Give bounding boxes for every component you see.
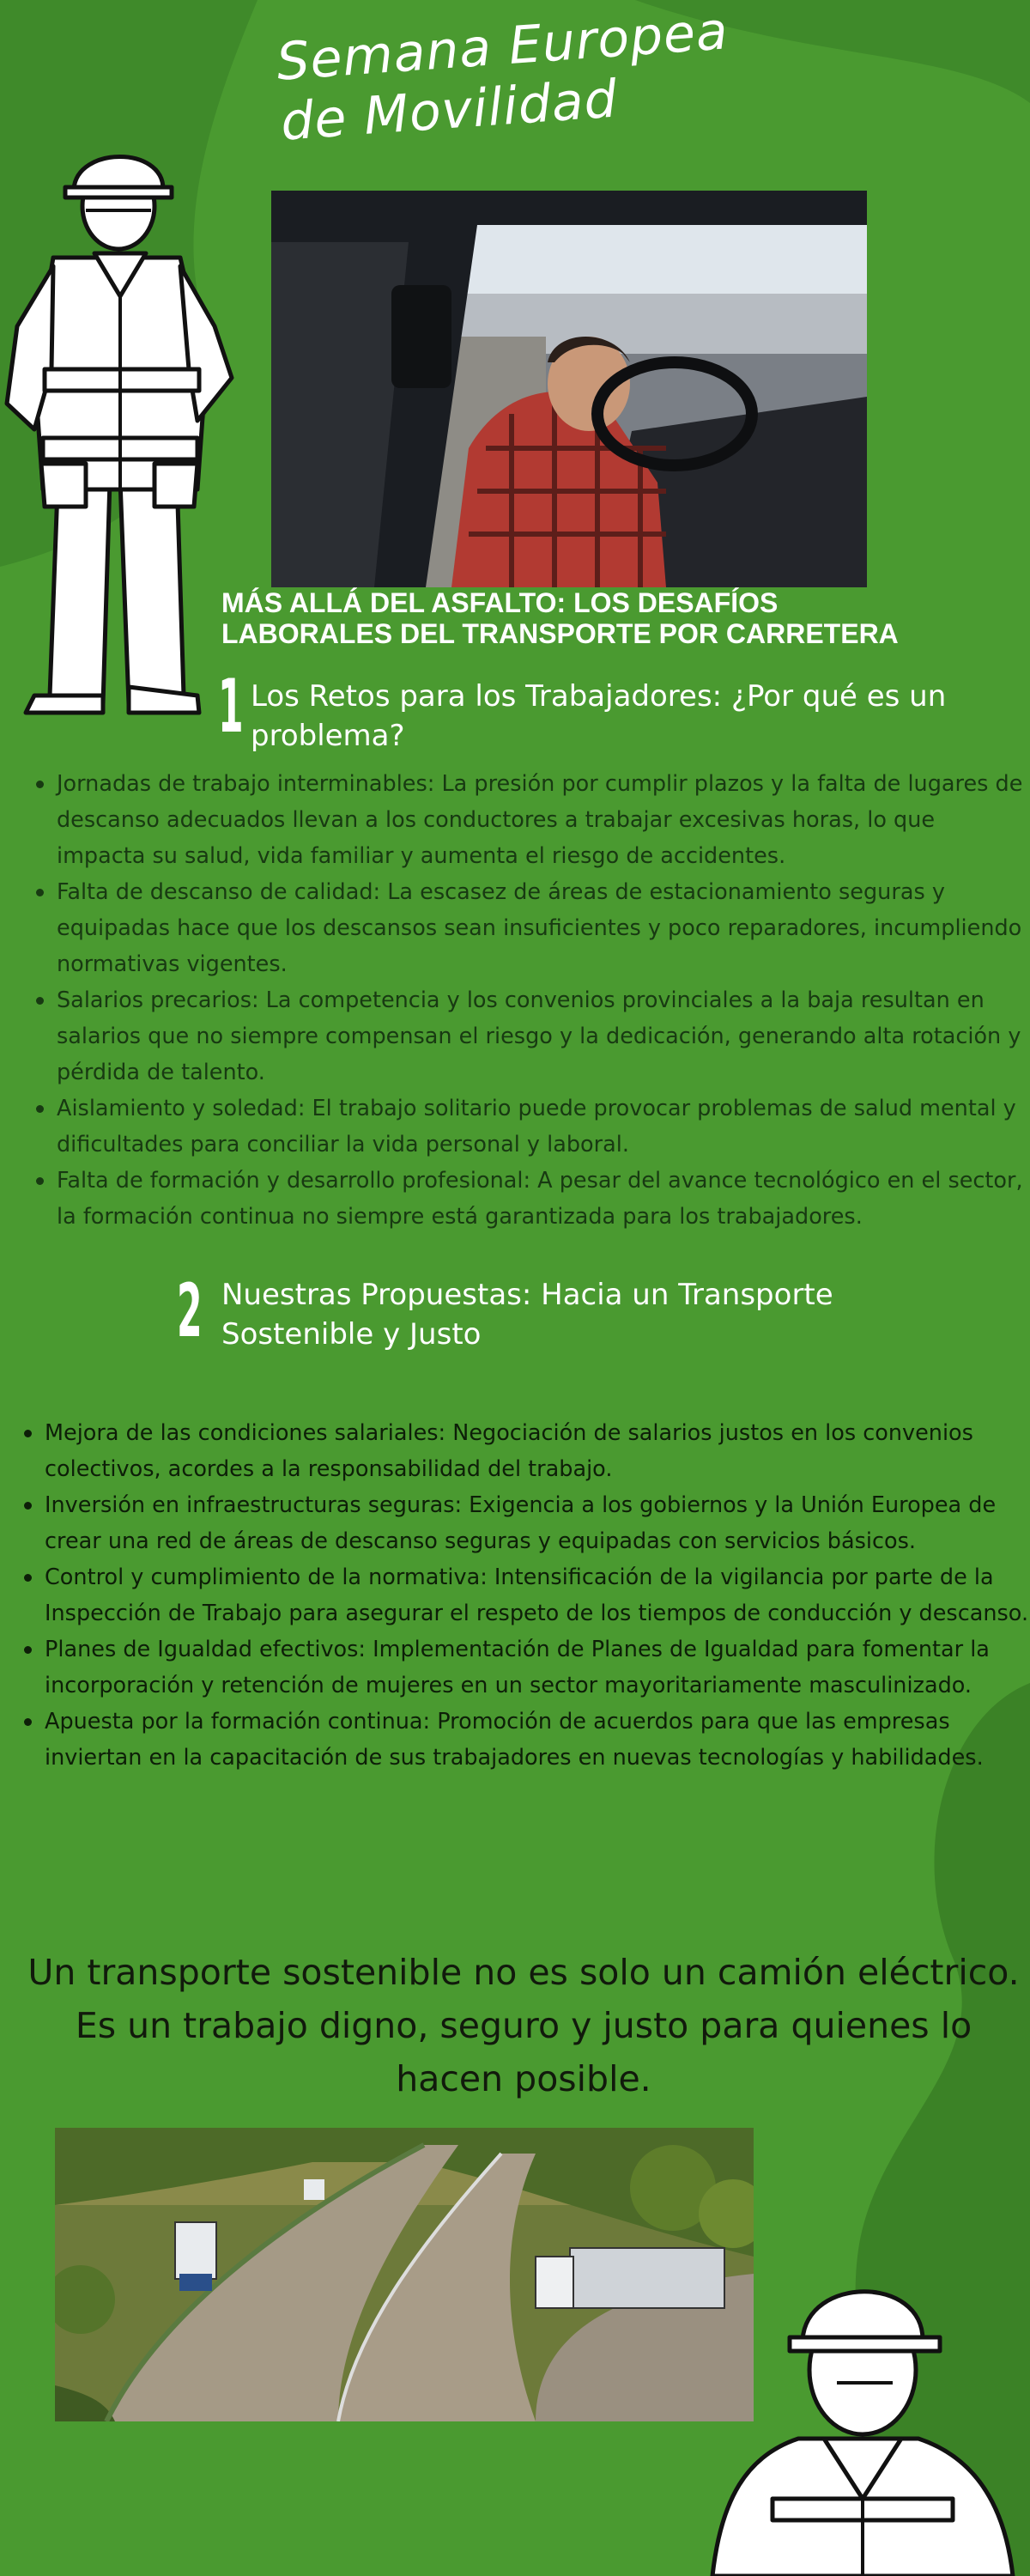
- highway-trucks-photo: [55, 2128, 754, 2421]
- main-headline: [221, 587, 994, 649]
- section-1-title: Los Retos para los Trabajadores: ¿Por qué es un problema?: [251, 679, 947, 753]
- list-item: Inversión en infraestructuras seguras: Exigencia a los gobiernos y la Unión Europea de crear una red de áreas de descanso seguras y equipadas con servicios básicos.: [19, 1487, 1030, 1559]
- title-line-2: de Movilidad: [278, 69, 620, 153]
- closing-statement: Un transporte sostenible no es solo un camión eléctrico. Es un trabajo digno, seguro y justo para quienes lo hacen posible.: [27, 1952, 1020, 2099]
- list-item: Control y cumplimiento de la normativa: Intensificación de la vigilancia por parte de la Inspección de Trabajo para asegurar el respeto de los tiempos de conducción y descanso.: [19, 1559, 1030, 1631]
- truck-driver-photo: [271, 191, 867, 587]
- worker-bust-illustration-icon: [695, 2241, 1030, 2576]
- list-item: Mejora de las condiciones salariales: Negociación de salarios justos en los convenios colectivos, acordes a la responsabilidad del trabajo.: [19, 1415, 1030, 1487]
- title-line-1: Semana Europea: [275, 1, 730, 93]
- worker-illustration-icon: [0, 146, 240, 721]
- list-item: Planes de Igualdad efectivos: Implementación de Planes de Igualdad para fomentar la incorporación y retención de mujeres en un sector mayoritariamente masculinizado.: [19, 1631, 1030, 1704]
- list-item: Salarios precarios: La competencia y los convenios provinciales a la baja resultan en salarios que no siempre compensan el riesgo y la dedicación, generando alta rotación y pérdida de talento.: [31, 982, 1027, 1091]
- headline-line-1: MÁS ALLÁ DEL ASFALTO: LOS DESAFÍOS: [221, 587, 779, 618]
- list-item: Falta de formación y desarrollo profesional: A pesar del avance tecnológico en el sector, la formación continua no siempre está garantizada para los trabajadores.: [31, 1163, 1027, 1235]
- headline-line-2: LABORALES DEL TRANSPORTE POR CARRETERA: [221, 618, 899, 649]
- section-2-title: Nuestras Propuestas: Hacia un Transporte Sostenible y Justo: [221, 1278, 833, 1352]
- list-item: Aislamiento y soledad: El trabajo solitario puede provocar problemas de salud mental y dificultades para conciliar la vida personal y laboral.: [31, 1091, 1027, 1163]
- list-item: Apuesta por la formación continua: Promoción de acuerdos para que las empresas inviertan en la capacitación de sus trabajadores en nuevas tecnologías y habilidades.: [19, 1704, 1030, 1776]
- list-item: Jornadas de trabajo interminables: La presión por cumplir plazos y la falta de lugares de descanso adecuados llevan a los conductores a trabajar excesivas horas, lo que impacta su salud, vida familiar y aumenta el riesgo de accidentes.: [31, 766, 1027, 874]
- list-item: Falta de descanso de calidad: La escasez de áreas de estacionamiento seguras y equipadas hace que los descansos sean insuficientes y poco reparadores, incumpliendo normativas vigentes.: [31, 874, 1027, 982]
- section-2-number: 2: [177, 1268, 203, 1354]
- proposals-list: [19, 1415, 1030, 1776]
- challenges-list: [31, 766, 1027, 1235]
- section-1-number: 1: [218, 664, 244, 750]
